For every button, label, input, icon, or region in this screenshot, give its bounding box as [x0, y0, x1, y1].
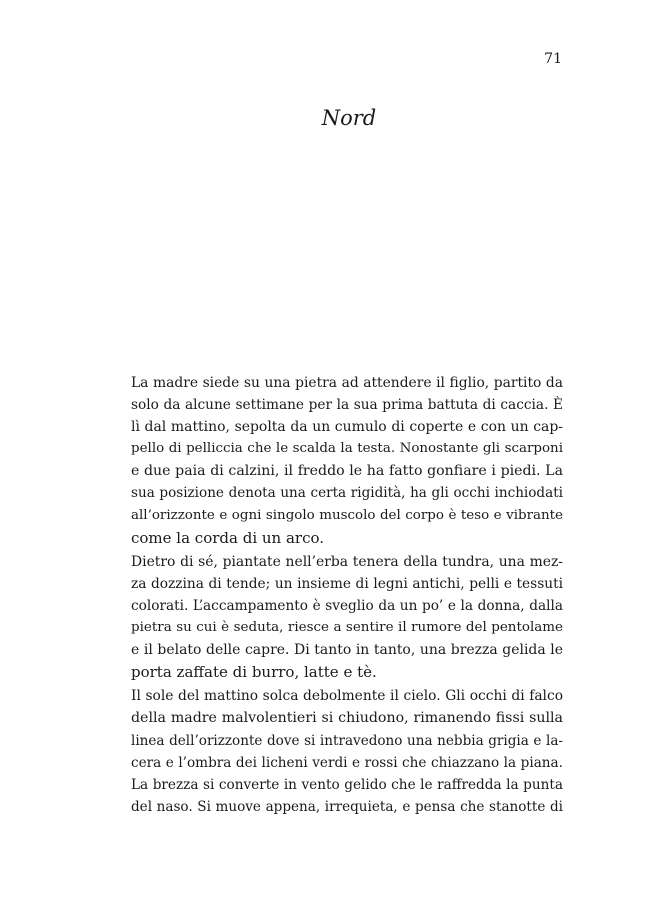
- text-line: all’orizzonte e ogni singolo muscolo del corpo è teso e vibrante: [131, 507, 563, 523]
- text-line: sua posizione denota una certa rigidità, ha gli occhi inchiodati: [131, 485, 563, 502]
- text-line: za dozzina di tende; un insieme di legni antichi, pelli e tessuti: [131, 575, 563, 592]
- text-line: Il sole del mattino solca debolmente il cielo. Gli occhi di falco: [131, 688, 563, 705]
- paragraph-2: [131, 551, 563, 684]
- text-line: colorati. L’accampamento è sveglio da un po’ e la donna, dalla: [131, 597, 563, 614]
- text-line: e il belato delle capre. Di tanto in tanto, una brezza gelida le: [131, 642, 563, 659]
- text-line: come la corda di un arco.: [131, 528, 325, 547]
- chapter-title: Nord: [321, 106, 377, 130]
- paragraph-3: [131, 685, 563, 818]
- text-line: del naso. Si muove appena, irrequieta, e pensa che stanotte di: [131, 798, 563, 815]
- body-text: [131, 372, 563, 818]
- paragraph-1: [131, 372, 563, 549]
- text-line: La madre siede su una pietra ad attendere il figlio, partito da: [131, 375, 563, 391]
- text-line: Dietro di sé, piantate nell’erba tenera della tundra, una mez-: [131, 553, 563, 570]
- text-line: e due paia di calzini, il freddo le ha fatto gonfiare i piedi. La: [131, 463, 563, 480]
- text-line: pietra su cui è seduta, riesce a sentire il rumore del pentolame: [131, 620, 563, 636]
- text-line: solo da alcune settimane per la sua prima battuta di caccia. È: [131, 397, 563, 414]
- text-line: cera e l’ombra dei licheni verdi e rossi che chiazzano la piana.: [131, 754, 563, 771]
- text-line: linea dell’orizzonte dove si intravedono una nebbia grigia e la-: [131, 732, 563, 749]
- page-number: 71: [544, 51, 562, 67]
- text-line: della madre malvolentieri si chiudono, rimanendo fissi sulla: [131, 710, 563, 727]
- text-line: pello di pelliccia che le scalda la testa. Nonostante gli scarponi: [131, 441, 563, 457]
- text-line: La brezza si converte in vento gelido che le raffredda la punta: [131, 776, 563, 793]
- text-line: porta zaffate di burro, latte e tè.: [131, 663, 377, 682]
- text-line: lì dal mattino, sepolta da un cumulo di coperte e con un cap-: [131, 419, 563, 436]
